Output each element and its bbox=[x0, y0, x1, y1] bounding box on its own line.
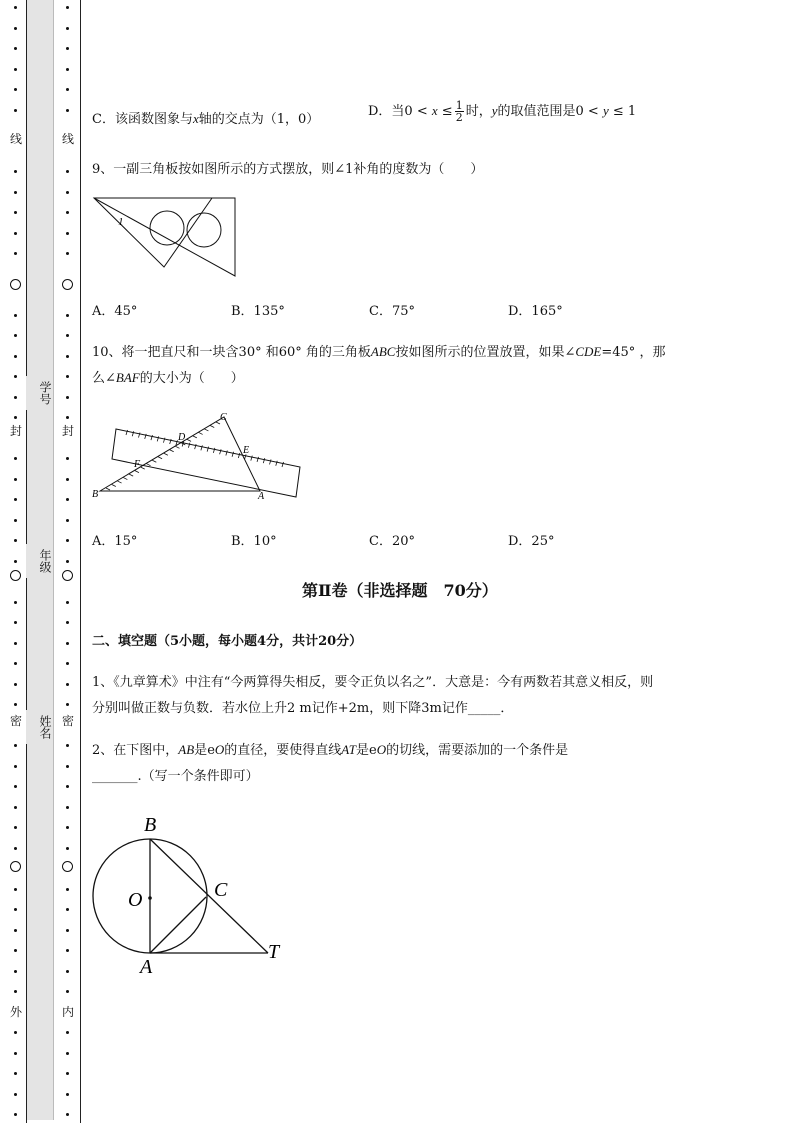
seal-dot bbox=[66, 1072, 69, 1075]
q10-tick bbox=[106, 488, 110, 490]
q8-options bbox=[92, 99, 637, 127]
q10-tick bbox=[147, 464, 151, 466]
q10-label-d: D bbox=[178, 432, 186, 443]
q10-tick bbox=[141, 467, 145, 469]
seal-dot bbox=[66, 109, 69, 112]
fill2-label-o: O bbox=[128, 889, 143, 911]
q10-tick bbox=[199, 432, 203, 434]
q10-tick bbox=[251, 456, 253, 461]
seal-dot bbox=[66, 601, 69, 604]
q10-tick bbox=[238, 453, 240, 458]
seal-dot bbox=[66, 232, 69, 235]
seal-dot bbox=[66, 683, 69, 686]
seal-dot bbox=[14, 170, 17, 173]
seal-dot bbox=[66, 314, 69, 317]
q9-option-d: D．165° bbox=[508, 304, 563, 319]
q10-tick bbox=[270, 459, 272, 464]
q9-option-a: A．45° bbox=[92, 304, 138, 319]
seal-dot bbox=[14, 68, 17, 71]
seal-circle bbox=[10, 861, 21, 872]
q9-option-b: B．135° bbox=[231, 304, 285, 319]
seal-dot bbox=[66, 1113, 69, 1116]
seal-dot bbox=[66, 170, 69, 173]
q10-option-a: A．15° bbox=[92, 534, 138, 549]
seal-dot bbox=[14, 314, 17, 317]
fill2-label-c: C bbox=[214, 879, 228, 901]
seal-dot bbox=[14, 416, 17, 419]
seal-dot bbox=[66, 1052, 69, 1055]
seal-dot bbox=[66, 478, 69, 481]
seal-dot bbox=[14, 334, 17, 337]
q9-triangle-ruler bbox=[94, 198, 235, 276]
seal-dot bbox=[14, 191, 17, 194]
fraction-one-half: $\frac{1}{2}$ bbox=[455, 99, 463, 124]
seal-dot bbox=[14, 1072, 17, 1075]
seal-circle bbox=[62, 861, 73, 872]
seal-dot bbox=[66, 662, 69, 665]
seal-dot bbox=[14, 396, 17, 399]
seal-dot bbox=[66, 826, 69, 829]
part-two-title: 第Ⅱ卷（非选择题 70分） bbox=[302, 581, 498, 600]
seal-dot bbox=[14, 211, 17, 214]
seal-circle bbox=[10, 570, 21, 581]
binding-margin bbox=[0, 0, 84, 1123]
fill2-figure-circle-tangent bbox=[92, 812, 292, 980]
q9-option-c: C．75° bbox=[369, 304, 415, 319]
seal-dot bbox=[14, 457, 17, 460]
outer-seal-line bbox=[9, 0, 23, 1123]
seal-dot bbox=[66, 888, 69, 891]
q10-figure-ruler-triangle bbox=[92, 407, 304, 502]
q10-tick bbox=[129, 474, 133, 476]
seal-dot bbox=[66, 785, 69, 788]
seal-dot bbox=[14, 560, 17, 563]
inner-seal-label: 密 bbox=[61, 714, 74, 728]
q9-ruler-hole bbox=[150, 211, 184, 245]
seal-dot bbox=[14, 806, 17, 809]
student-id-label: 学号 bbox=[26, 376, 53, 410]
seal-dot bbox=[66, 1031, 69, 1034]
seal-dot bbox=[14, 519, 17, 522]
seal-dot bbox=[14, 47, 17, 50]
q10-tick bbox=[175, 446, 179, 448]
q10-tick bbox=[210, 425, 214, 427]
fill2-label-a: A bbox=[140, 956, 153, 978]
q10-tick bbox=[118, 481, 122, 483]
inner-seal-line bbox=[61, 0, 75, 1123]
seal-dot bbox=[66, 908, 69, 911]
seal-dot bbox=[66, 1093, 69, 1096]
q10-tick bbox=[112, 485, 116, 487]
q10-tick bbox=[164, 453, 168, 455]
name-label: 姓名 bbox=[26, 710, 53, 744]
seal-dot bbox=[66, 539, 69, 542]
seal-dot bbox=[14, 1031, 17, 1034]
q9-stem: 9、一副三角板按如图所示的方式摆放，则∠1补角的度数为（ ） bbox=[92, 162, 484, 177]
seal-dot bbox=[14, 949, 17, 952]
seal-dot bbox=[66, 929, 69, 932]
q10-stem-line1: 10、将一把直尺和一块含30° 和60° 角的三角板ABC按如图所示的位置放置，如果∠CDE=45° ，那 bbox=[92, 344, 666, 360]
seal-dot bbox=[66, 970, 69, 973]
seal-dot bbox=[66, 334, 69, 337]
seal-dot bbox=[66, 47, 69, 50]
seal-dot bbox=[14, 1052, 17, 1055]
inner-seal-label: 内 bbox=[61, 1005, 74, 1019]
q10-tick bbox=[123, 478, 127, 480]
seal-dot bbox=[66, 396, 69, 399]
q9-figure-triangle-rulers bbox=[92, 194, 240, 280]
fill1-line1: 1、《九章算术》中注有“今两算得失相反，要令正负以名之”．大意是：今有两数若其意义相反，则 bbox=[92, 675, 654, 690]
seal-dot bbox=[14, 109, 17, 112]
q10-label-b: B bbox=[92, 489, 99, 500]
q10-option-b: B．10° bbox=[231, 534, 277, 549]
seal-dot bbox=[14, 1113, 17, 1116]
seal-circle bbox=[62, 279, 73, 290]
seal-dot bbox=[14, 355, 17, 358]
seal-dot bbox=[14, 621, 17, 624]
q8-option-c: C．该函数图象与x轴的交点为（1，0） bbox=[92, 111, 320, 127]
seal-dot bbox=[14, 6, 17, 9]
q10-label-a: A bbox=[258, 491, 265, 502]
seal-dot bbox=[14, 539, 17, 542]
outer-seal-label: 线 bbox=[9, 132, 22, 146]
q10-tick bbox=[187, 439, 191, 441]
seal-dot bbox=[66, 6, 69, 9]
q10-tick bbox=[263, 458, 265, 463]
seal-dot bbox=[66, 621, 69, 624]
seal-dot bbox=[14, 498, 17, 501]
seal-dot bbox=[66, 27, 69, 30]
q10-label-e: E bbox=[243, 445, 250, 456]
seal-dot bbox=[66, 806, 69, 809]
seal-dot bbox=[66, 642, 69, 645]
q10-tick bbox=[204, 429, 208, 431]
fill1-line2: 分别叫做正数与负数．若水位上升2 m记作+2m，则下降3m记作_____． bbox=[92, 701, 514, 716]
q10-tick bbox=[282, 462, 284, 467]
seal-dot bbox=[66, 498, 69, 501]
seal-dot bbox=[66, 847, 69, 850]
seal-dot bbox=[66, 457, 69, 460]
fill2-center-point bbox=[148, 896, 152, 900]
seal-dot bbox=[14, 744, 17, 747]
q10-tick bbox=[170, 450, 174, 452]
seal-dot bbox=[14, 478, 17, 481]
inner-seal-label: 封 bbox=[61, 424, 74, 438]
seal-dot bbox=[14, 847, 17, 850]
q10-ruler bbox=[112, 429, 300, 497]
seal-dot bbox=[14, 601, 17, 604]
seal-dot bbox=[14, 252, 17, 255]
q10-option-d: D．25° bbox=[508, 534, 555, 549]
fill2-label-t: T bbox=[268, 941, 280, 963]
seal-dot bbox=[14, 642, 17, 645]
outer-seal-label: 外 bbox=[9, 1005, 22, 1019]
q10-label-c: C bbox=[220, 412, 227, 423]
seal-dot bbox=[14, 375, 17, 378]
inner-seal-label: 线 bbox=[61, 132, 74, 146]
seal-dot bbox=[14, 88, 17, 91]
seal-dot bbox=[14, 1093, 17, 1096]
seal-dot bbox=[14, 683, 17, 686]
q10-option-c: C．20° bbox=[369, 534, 415, 549]
q9-ruler-hole bbox=[187, 213, 221, 247]
seal-dot bbox=[66, 990, 69, 993]
seal-dot bbox=[66, 949, 69, 952]
seal-dot bbox=[66, 560, 69, 563]
q10-tick bbox=[257, 457, 259, 462]
q10-tick bbox=[276, 461, 278, 466]
margin-rule bbox=[80, 0, 81, 1123]
seal-dot bbox=[66, 88, 69, 91]
seal-circle bbox=[10, 279, 21, 290]
outer-seal-label: 密 bbox=[9, 714, 22, 728]
seal-dot bbox=[14, 929, 17, 932]
q10-tick bbox=[193, 436, 197, 438]
fill2-line-ac bbox=[150, 897, 206, 953]
q10-label-f: F bbox=[134, 459, 141, 470]
seal-dot bbox=[14, 785, 17, 788]
seal-dot bbox=[14, 970, 17, 973]
q10-tick bbox=[152, 460, 156, 462]
seal-dot bbox=[66, 191, 69, 194]
q10-stem-line2: 么∠BAF的大小为（ ） bbox=[92, 370, 244, 386]
seal-dot bbox=[66, 375, 69, 378]
grade-label: 年级 bbox=[26, 544, 53, 578]
seal-dot bbox=[14, 27, 17, 30]
seal-dot bbox=[66, 519, 69, 522]
fill-in-section-heading: 二、填空题（5小题，每小题4分，共计20分） bbox=[92, 634, 363, 649]
seal-dot bbox=[66, 765, 69, 768]
seal-dot bbox=[14, 765, 17, 768]
seal-dot bbox=[66, 744, 69, 747]
seal-circle bbox=[62, 570, 73, 581]
seal-dot bbox=[66, 68, 69, 71]
fill2-line1: 2、在下图中，AB是eO的直径，要使得直线AT是eO的切线，需要添加的一个条件是 bbox=[92, 742, 569, 758]
seal-dot bbox=[66, 252, 69, 255]
q9-angle-label: 1 bbox=[118, 216, 124, 228]
seal-dot bbox=[14, 703, 17, 706]
fill2-line2: _______.（写一个条件即可） bbox=[92, 769, 259, 784]
fill2-label-b: B bbox=[144, 814, 157, 836]
q8-option-d: D．当0 < x ≤ $\frac{1}{2}$ 时，y的取值范围是0 < y ≤ 1 bbox=[368, 99, 637, 124]
seal-dot bbox=[14, 990, 17, 993]
seal-dot bbox=[66, 211, 69, 214]
seal-dot bbox=[66, 703, 69, 706]
q10-tick bbox=[135, 471, 139, 473]
seal-dot bbox=[14, 888, 17, 891]
seal-dot bbox=[66, 355, 69, 358]
seal-dot bbox=[14, 908, 17, 911]
seal-dot bbox=[66, 416, 69, 419]
seal-dot bbox=[14, 232, 17, 235]
q10-tick bbox=[158, 457, 162, 459]
seal-dot bbox=[14, 662, 17, 665]
seal-dot bbox=[14, 826, 17, 829]
outer-seal-label: 封 bbox=[9, 424, 22, 438]
